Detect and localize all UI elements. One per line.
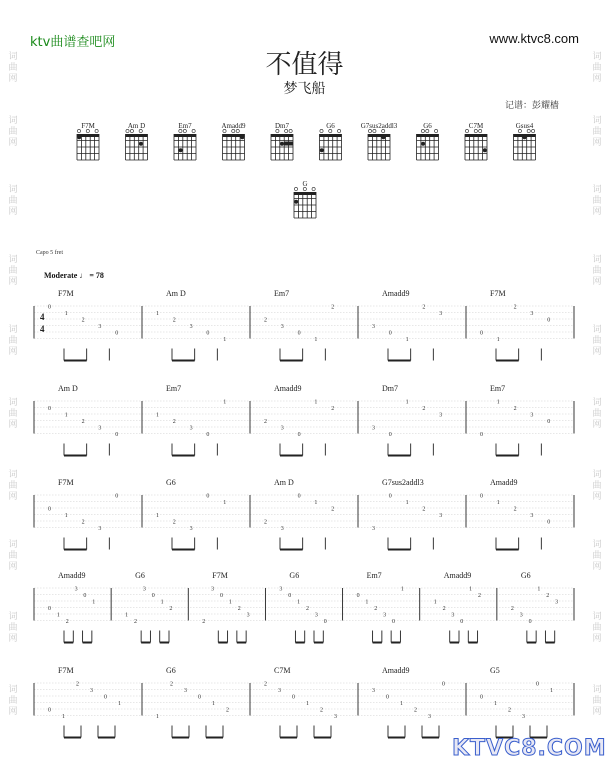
tab-fret-number: 1 [223, 337, 227, 343]
watermark-text: 词 曲 网 [592, 255, 602, 287]
tab-fret-number: 2 [172, 419, 176, 425]
tab-fret-number: 0 [480, 694, 483, 701]
tab-fret-number: 1 [223, 399, 227, 406]
tab-staff-row [34, 289, 574, 361]
tab-fret-number: 3 [555, 599, 559, 606]
tab-fret-number: 1 [496, 500, 500, 506]
tab-fret-number: 1 [212, 701, 215, 707]
tab-fret-number: 1 [433, 599, 437, 606]
tab-fret-number: 3 [246, 612, 250, 619]
tab-fret-number: 2 [237, 606, 241, 612]
svg-text:4: 4 [40, 324, 45, 334]
chord-name: G6 [135, 571, 145, 580]
watermark-text: 词 曲 网 [8, 470, 18, 502]
tab-fret-number: 3 [334, 714, 337, 720]
tab-fret-number: 0 [198, 694, 201, 701]
watermark-text: 词 曲 网 [8, 612, 18, 644]
tab-fret-number: 3 [90, 688, 93, 694]
chord-name: Gsus4 [515, 122, 534, 130]
tab-fret-number: 3 [142, 586, 146, 593]
tab-fret-number: 0 [386, 694, 389, 701]
tab-fret-number: 2 [374, 606, 378, 612]
tab-fret-number: 0 [297, 330, 301, 337]
tab-fret-number: 1 [156, 714, 159, 720]
tab-fret-number: 2 [264, 681, 267, 688]
chord-name: Am D [274, 478, 294, 487]
tab-fret-number: 2 [331, 304, 335, 311]
tab-fret-number: 2 [170, 681, 173, 688]
watermark-text: 词 曲 网 [592, 470, 602, 502]
watermark-text: 词 曲 网 [592, 185, 602, 217]
tab-fret-number: 2 [226, 707, 229, 714]
tab-fret-number: 1 [494, 701, 497, 707]
tab-fret-number: 2 [513, 304, 517, 311]
tab-fret-number: 0 [547, 519, 551, 526]
tab-fret-number: 0 [48, 606, 51, 612]
tab-fret-number: 2 [169, 606, 173, 612]
tab-fret-number: 3 [428, 714, 431, 720]
tab-fret-number: 2 [264, 419, 267, 425]
tab-fret-number: 3 [98, 526, 102, 532]
tab-fret-number: 0 [151, 593, 155, 599]
tab-fret-number: 2 [81, 317, 85, 324]
tab-fret-number: 2 [134, 619, 137, 625]
watermark-text: 词 曲 网 [592, 116, 602, 148]
tab-fret-number: 2 [76, 681, 79, 688]
tab-fret-number: 3 [189, 526, 193, 532]
tab-fret-number: 1 [314, 399, 318, 406]
chord-name: Em7 [490, 384, 506, 393]
tab-fret-number: 0 [528, 619, 532, 625]
tab-fret-number: 1 [537, 586, 541, 593]
chord-name: G6 [166, 666, 176, 675]
tab-fret-number: 0 [48, 506, 51, 513]
chord-name: G7sus2addl3 [360, 122, 398, 130]
site-name-left: ktv曲谱查吧网 [30, 35, 116, 50]
tab-fret-number: 1 [496, 337, 500, 343]
tab-fret-number: 1 [365, 599, 369, 606]
chord-name: Amadd9 [382, 666, 410, 675]
chord-name: F7M [58, 289, 74, 298]
tab-fret-number: 0 [480, 493, 483, 500]
chord-name: Amadd9 [58, 571, 86, 580]
tab-fret-number: 3 [372, 688, 375, 694]
tab-fret-number: 1 [469, 586, 473, 593]
chord-name: G6 [423, 122, 432, 130]
tab-fret-number: 1 [56, 612, 60, 619]
tab-fret-number: 2 [306, 606, 309, 612]
tab-fret-number: 2 [422, 304, 426, 311]
tab-fret-number: 1 [223, 500, 227, 506]
tab-fret-number: 2 [202, 619, 206, 625]
watermark-text: 词 曲 网 [8, 540, 18, 572]
tab-fret-number: 1 [405, 337, 409, 343]
tab-fret-number: 3 [383, 612, 387, 619]
chord-name: G5 [490, 666, 500, 675]
chord-name: F7M [58, 666, 74, 675]
chord-name: G6 [166, 478, 176, 487]
tab-fret-number: 2 [264, 519, 267, 526]
tab-fret-number: 0 [220, 593, 223, 599]
tab-fret-number: 1 [496, 399, 500, 406]
chord-name: Em7 [274, 289, 290, 298]
tab-fret-number: 0 [356, 593, 360, 599]
watermark-text: 词 曲 网 [8, 398, 18, 430]
tab-fret-number: 0 [288, 593, 292, 599]
chord-name: Amadd9 [274, 384, 302, 393]
watermark-text: 词 曲 网 [8, 685, 18, 717]
tab-fret-number: 0 [547, 419, 551, 425]
tab-fret-number: 0 [48, 304, 51, 311]
chord-name: C7M [468, 122, 484, 130]
tab-fret-number: 2 [172, 317, 176, 324]
tab-fret-number: 3 [439, 412, 443, 419]
tab-fret-number: 1 [160, 599, 164, 606]
transcriber-credit: 记谱：彭耀樯 [505, 101, 560, 111]
chord-name: Am D [58, 384, 78, 393]
chord-name: Am D [166, 289, 186, 298]
tab-fret-number: 0 [547, 317, 551, 324]
tab-staff-row [34, 666, 574, 738]
tab-fret-number: 0 [206, 330, 210, 337]
tab-fret-number: 0 [323, 619, 327, 625]
tab-fret-number: 0 [392, 619, 395, 625]
tab-fret-number: 2 [320, 707, 323, 714]
tab-fret-number: 3 [280, 324, 284, 330]
tab-fret-number: 3 [278, 688, 281, 694]
tab-fret-number: 3 [74, 586, 78, 593]
tab-fret-number: 1 [297, 599, 301, 606]
tab-fret-number: 3 [279, 586, 283, 593]
tab-fret-number: 0 [297, 432, 301, 438]
tab-fret-number: 1 [118, 701, 121, 707]
tab-fret-number: 0 [536, 681, 539, 688]
tab-fret-number: 0 [115, 432, 119, 438]
tab-fret-number: 0 [460, 619, 464, 625]
tab-staff-row [34, 571, 574, 643]
tab-fret-number: 0 [388, 330, 392, 337]
tab-fret-number: 2 [513, 506, 517, 513]
tab-fret-number: 2 [508, 707, 511, 714]
chord-name: Em7 [366, 571, 382, 580]
tab-fret-number: 0 [388, 493, 392, 500]
tab-fret-number: 0 [480, 330, 483, 337]
chord-name: F7M [58, 478, 74, 487]
tab-fret-number: 3 [372, 526, 375, 532]
tab-fret-number: 2 [172, 519, 176, 526]
watermark-text: 词 曲 网 [8, 52, 18, 84]
svg-text:4: 4 [40, 312, 45, 322]
tab-fret-number: 0 [83, 593, 87, 599]
tab-fret-number: 1 [62, 714, 65, 720]
tab-fret-number: 1 [64, 412, 68, 419]
tab-fret-number: 2 [81, 519, 85, 526]
watermark-text: 词 曲 网 [592, 52, 602, 84]
chord-name: Dm7 [382, 384, 398, 393]
tab-fret-number: 1 [64, 513, 68, 519]
tab-fret-number: 0 [48, 406, 51, 412]
tab-fret-number: 1 [228, 599, 232, 606]
chord-name: Amadd9 [382, 289, 410, 298]
tab-fret-number: 3 [530, 513, 534, 519]
tab-fret-number: 3 [98, 425, 102, 432]
watermark-text: 词 曲 网 [592, 398, 602, 430]
site-url: www.ktvc8.com [489, 31, 579, 46]
tab-fret-number: 2 [81, 419, 85, 425]
tab-fret-number: 1 [156, 412, 159, 419]
tab-fret-number: 2 [422, 406, 426, 412]
chord-name: G7sus2addl3 [382, 478, 424, 487]
tab-fret-number: 2 [422, 506, 426, 513]
chord-name: Am D [127, 122, 146, 130]
tab-fret-number: 2 [513, 406, 517, 412]
tab-fret-number: 3 [439, 513, 443, 519]
tab-fret-number: 3 [372, 425, 375, 432]
tab-fret-number: 3 [280, 425, 284, 432]
tab-fret-number: 3 [314, 612, 318, 619]
tab-fret-number: 0 [297, 493, 301, 500]
tab-fret-number: 3 [522, 714, 525, 720]
tab-fret-number: 0 [292, 694, 295, 701]
tab-fret-number: 3 [530, 412, 534, 419]
tab-fret-number: 3 [451, 612, 455, 619]
tempo-marking: Moderate ♩ = 78 [44, 271, 104, 280]
tab-fret-number: 0 [115, 330, 119, 337]
tab-fret-number: 2 [264, 317, 267, 324]
tab-fret-number: 0 [104, 694, 107, 701]
watermark-text: 词 曲 网 [592, 612, 602, 644]
chord-name: G6 [326, 122, 335, 130]
tab-fret-number: 1 [156, 513, 159, 519]
tab-fret-number: 0 [388, 432, 392, 438]
chord-name: Dm7 [275, 122, 289, 130]
tab-fret-number: 1 [400, 586, 404, 593]
tab-fret-number: 1 [405, 500, 409, 506]
tab-staff-row [34, 384, 574, 456]
tab-fret-number: 1 [92, 599, 96, 606]
song-artist: 梦飞船 [283, 81, 326, 97]
tab-fret-number: 1 [125, 612, 129, 619]
watermark-text: 词 曲 网 [592, 325, 602, 357]
tab-staff-row [34, 478, 574, 550]
chord-name: Amadd9 [490, 478, 518, 487]
tab-fret-number: 3 [439, 311, 443, 317]
tab-fret-number: 0 [206, 432, 210, 438]
tab-fret-number: 0 [48, 707, 51, 714]
tab-fret-number: 0 [442, 681, 445, 688]
tab-fret-number: 1 [550, 688, 553, 694]
tab-fret-number: 1 [314, 500, 318, 506]
tab-fret-number: 3 [189, 425, 193, 432]
capo-note: Capo 5 fret [36, 250, 63, 256]
tab-fret-number: 2 [478, 593, 481, 599]
tab-fret-number: 3 [184, 688, 187, 694]
chord-name: G [302, 180, 308, 188]
chord-name: Amadd9 [221, 122, 246, 130]
tab-fret-number: 0 [480, 432, 483, 438]
tab-fret-number: 3 [98, 324, 102, 330]
tab-fret-number: 2 [546, 593, 550, 599]
chord-name: F7M [212, 571, 228, 580]
tab-fret-number: 1 [314, 337, 318, 343]
tab-fret-number: 2 [414, 707, 417, 714]
chord-name: C7M [274, 666, 291, 675]
tab-fret-number: 3 [211, 586, 215, 593]
chord-name: Em7 [178, 122, 192, 130]
watermark-text: 词 曲 网 [8, 185, 18, 217]
ktvc8-logo: KTVC8.COM [452, 736, 607, 761]
tab-fret-number: 3 [280, 526, 284, 532]
watermark-text: 词 曲 网 [8, 255, 18, 287]
tab-fret-number: 0 [206, 493, 210, 500]
watermark-text: 词 曲 网 [8, 116, 18, 148]
tab-fret-number: 1 [405, 399, 409, 406]
chord-name: Amadd9 [443, 571, 472, 580]
tab-fret-number: 3 [372, 324, 375, 330]
tab-fret-number: 3 [519, 612, 523, 619]
watermark-text: 词 曲 网 [8, 325, 18, 357]
chord-name: F7M [490, 289, 506, 298]
watermark-text: 词 曲 网 [592, 540, 602, 572]
song-title: 不值得 [265, 50, 344, 80]
chord-name: F7M [81, 122, 95, 130]
tab-fret-number: 2 [331, 406, 335, 412]
tab-fret-number: 1 [400, 701, 403, 707]
tab-fret-number: 2 [510, 606, 514, 612]
tab-fret-number: 1 [156, 311, 159, 317]
tab-fret-number: 1 [64, 311, 68, 317]
chord-name: Em7 [166, 384, 182, 393]
tab-fret-number: 3 [530, 311, 534, 317]
tab-fret-number: 1 [306, 701, 309, 707]
tab-fret-number: 2 [65, 619, 69, 625]
tab-fret-number: 2 [331, 506, 335, 513]
tab-fret-number: 3 [189, 324, 193, 330]
chord-name: G6 [520, 571, 531, 580]
chord-name: G6 [289, 571, 300, 580]
watermark-text: 词 曲 网 [592, 685, 602, 717]
tab-fret-number: 2 [442, 606, 446, 612]
tab-fret-number: 0 [115, 493, 119, 500]
